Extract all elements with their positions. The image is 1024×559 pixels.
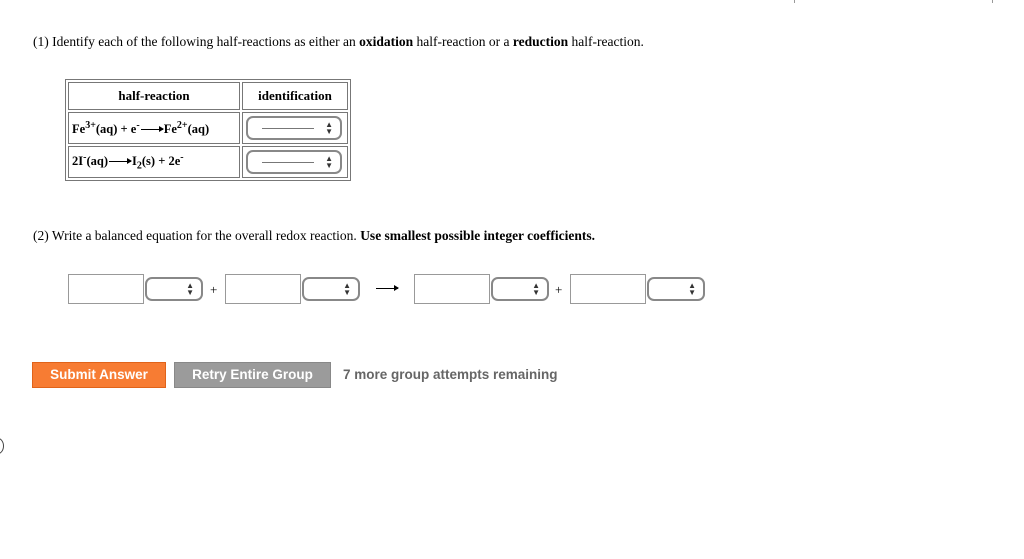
select-placeholder <box>262 128 314 129</box>
identification-cell <box>242 146 348 178</box>
half-reaction-table <box>65 79 351 181</box>
updown-arrows-icon: ▲ ▼ <box>325 120 333 136</box>
q2-text: (2) Write a balanced equation for the overall redox reaction. <box>33 228 361 243</box>
coefficient-input-4[interactable] <box>570 274 646 304</box>
header-half-reaction: half-reaction <box>68 82 240 110</box>
half-reaction-1: $Fe^{3+}(aq) + e^-$ $Fe^{2+}(aq)$ <box>72 119 210 136</box>
top-edge-tick <box>992 0 993 3</box>
reduction-word: reduction <box>512 34 569 49</box>
identification-select-2[interactable] <box>246 150 342 174</box>
retry-entire-group-button[interactable]: Retry Entire Group <box>174 362 331 388</box>
plus-sign: + <box>210 282 218 297</box>
species-select-3[interactable] <box>491 277 549 301</box>
select-placeholder <box>262 162 314 163</box>
half-reaction-2: 2I-(aq) $I_2(s) + 2e^-$ <box>72 152 184 172</box>
q2-bold-instruction: Use smallest possible integer coefficients. <box>360 228 596 243</box>
right-arrow-icon <box>141 129 163 130</box>
q1-text: (1) Identify each of the following half-reactions as either an <box>33 34 360 49</box>
coefficient-input-2[interactable] <box>225 274 301 304</box>
updown-arrows-icon: ▲ ▼ <box>532 281 540 297</box>
coefficient-input-1[interactable] <box>68 274 144 304</box>
header-identification: identification <box>242 82 348 110</box>
top-edge-tick <box>794 0 795 3</box>
half-reaction-cell <box>68 112 240 144</box>
right-arrow-icon <box>376 288 398 289</box>
edge-circle-icon <box>0 438 4 454</box>
q1-text: half-reaction or a <box>413 34 513 49</box>
plus-sign: + <box>555 282 563 297</box>
question-1-prompt <box>33 34 644 50</box>
attempts-remaining-text: 7 more group attempts remaining <box>343 367 558 382</box>
table-header-row <box>68 82 348 110</box>
half-reaction-cell <box>68 146 240 178</box>
identification-cell <box>242 112 348 144</box>
oxidation-word: oxidation <box>359 34 414 49</box>
question-2-prompt <box>33 228 595 244</box>
table-row <box>68 146 348 178</box>
species-select-2[interactable] <box>302 277 360 301</box>
updown-arrows-icon: ▲ ▼ <box>688 281 696 297</box>
species-select-1[interactable] <box>145 277 203 301</box>
updown-arrows-icon: ▲ ▼ <box>186 281 194 297</box>
species-select-4[interactable] <box>647 277 705 301</box>
identification-select-1[interactable] <box>246 116 342 140</box>
submit-answer-button[interactable]: Submit Answer <box>32 362 166 388</box>
q1-text: half-reaction. <box>568 34 644 49</box>
table-row <box>68 112 348 144</box>
updown-arrows-icon: ▲ ▼ <box>343 281 351 297</box>
updown-arrows-icon: ▲ ▼ <box>325 154 333 170</box>
coefficient-input-3[interactable] <box>414 274 490 304</box>
right-arrow-icon <box>109 161 131 162</box>
